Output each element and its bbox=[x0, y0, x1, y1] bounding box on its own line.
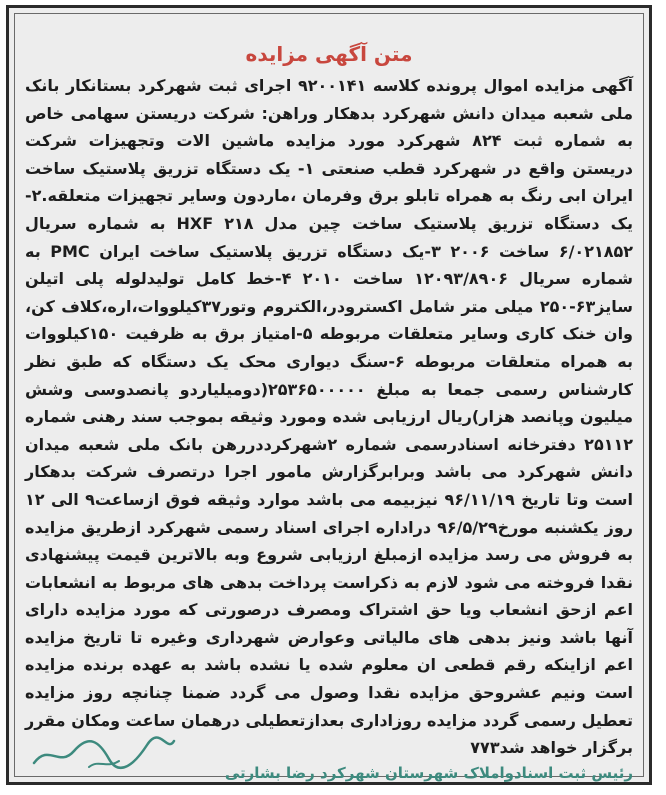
notice-body: آگهی مزایده اموال پرونده کلاسه ۹۲۰۰۱۴۱ اجرای ثبت شهرکرد بستانکار بانک ملی شعبه میدان دانش شهرکرد بدهکار وراهن: شرکت دریستن سهامی خاص به شماره ثبت ۸۲۴ شهرکرد مورد مزایده ماشین الات وتجهیزات شرکت دریستن واقع در شهرکرد قطب صنعتی ۱- یک دستگاه تزریق پلاستیک ساخت ایران ابی رنگ به همراه تابلو برق وفرمان ،ماردون وسایر تجهیزات متعلقه.۲-یک دستگاه تزریق پلاستیک ساخت چین مدل HXF ۲۱۸ به شماره سریال ۶/۰۲۱۸۵۲ ساخت ۲۰۰۶ ۳-یک دستگاه تزریق پلاستیک ساخت ایران PMC به شماره سریال ۱۲۰۹۳/۸۹۰۶ ساخت ۲۰۱۰ ۴-خط کامل تولیدلوله پلی اتیلن سایز۶۳-۲۵۰ میلی متر شامل اکسترودر،الکتروم وتور۳۷کیلووات،اره،کلاف کن، وان خنک کاری وسایر متعلقات مربوطه ۵-امتیاز برق به ظرفیت ۱۵۰کیلووات به همراه متعلقات مربوطه ۶-سنگ دیواری محک یک دستگاه که طبق نظر کارشناس رسمی جمعا به مبلغ ۲۵۳۶۵۰۰۰۰۰(دومیلیاردو پانصدوسی وشش میلیون وپانصد هزار)ریال ارزیابی شده ومورد وثیقه بموجب سند رهنی شماره ۲۵۱۱۲ دفترخانه اسنادرسمی شماره ۲شهرکرددررهن بانک ملی شعبه میدان دانش شهرکرد می باشد وبرابرگزارش مامور اجرا درتصرف شرکت بدهکار است وتا تاریخ ۹۶/۱۱/۱۹ نیزبیمه می باشد موارد وثیقه فوق ازساعت۹ الی ۱۲ روز یکشنبه مورخ۹۶/۵/۲۹ دراداره اجرای اسناد رسمی شهرکرد ازطریق مزایده به فروش می رسد مزایده ازمبلغ ارزیابی شروع وبه بالاترین قیمت پیشنهادی نقدا فروخته می شود لازم به ذکراست پرداخت بدهی های مربوط به انشعابات اعم ازحق انشعاب ویا حق اشتراک ومصرف درصورتی که مورد مزایده دارای آنها باشد ونیز بدهی های مالیاتی وعوارض شهرداری وغیره تا تاریخ مزایده اعم ازاینکه رقم قطعی ان معلوم شده یا نشده باشد به عهده برنده مزایده است ونیم عشروحق مزایده نقدا وصول می گردد ضمنا چنانچه روز مزایده تعطیل رسمی گردد مزایده روزاداری بعدازتعطیلی درهمان ساعت ومکان مقرر برگزار خواهد شد۷۷۳ bbox=[25, 76, 634, 758]
auction-notice bbox=[6, 5, 652, 785]
notice-signature: رئیس ثبت اسنادواملاک شهرستان شهرکرد رضا بشارتی bbox=[224, 764, 633, 782]
notice-title: متن آگهی مزایده bbox=[245, 42, 413, 66]
